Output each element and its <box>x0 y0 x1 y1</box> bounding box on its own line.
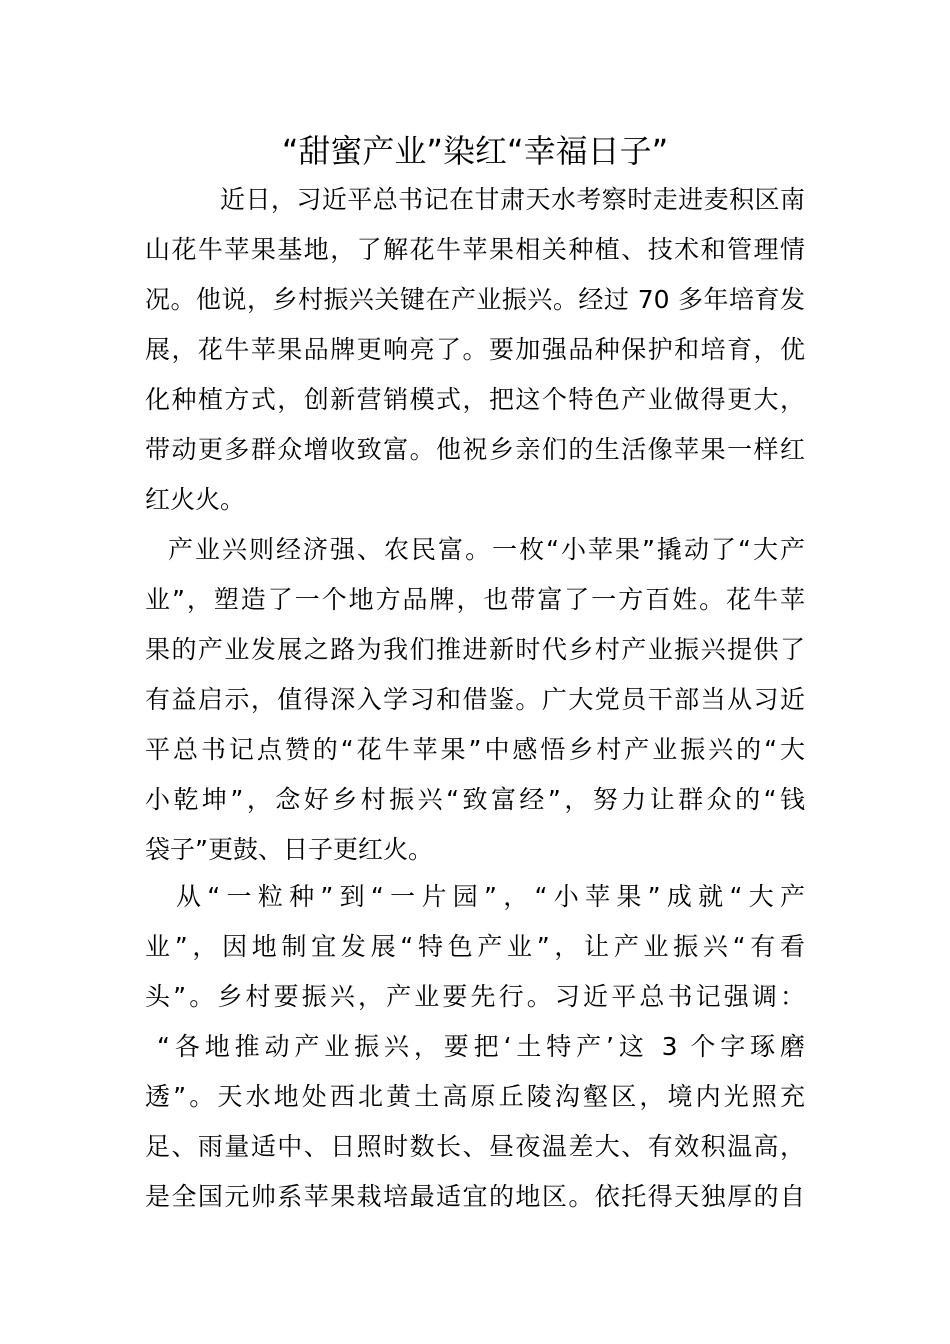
paragraph-1-line-6: 带动更多群众增收致富。他祝乡亲们的生活像苹果一样红 <box>145 435 805 464</box>
paragraph-1-line-1: 近日，习近平总书记在甘肃天水考察时走进麦积区南 <box>220 185 805 214</box>
paragraph-2-line-2: 业”，塑造了一个地方品牌，也带富了一方百姓。花牛苹 <box>145 585 805 614</box>
paragraph-1-line-3: 况。他说，乡村振兴关键在产业振兴。经过 70 多年培育发 <box>145 285 805 314</box>
paragraph-2-line-6: 小乾坤”，念好乡村振兴“致富经”，努力让群众的“钱 <box>145 785 805 814</box>
paragraph-3-line-6: 足、雨量适中、日照时数长、昼夜温差大、有效积温高， <box>145 1132 805 1161</box>
paragraph-2-line-4: 有益启示，值得深入学习和借鉴。广大党员干部当从习近 <box>145 685 805 714</box>
paragraph-3-line-3: 头”。乡村要振兴，产业要先行。习近平总书记强调： <box>145 982 805 1011</box>
paragraph-2-line-3: 果的产业发展之路为我们推进新时代乡村产业振兴提供了 <box>145 635 805 664</box>
paragraph-1-line-4: 展，花牛苹果品牌更响亮了。要加强品种保护和培育，优 <box>145 335 805 364</box>
paragraph-3-line-4: “各地推动产业振兴，要把‘土特产’这 3 个字琢磨 <box>157 1032 805 1061</box>
paragraph-2-line-7: 袋子”更鼓、日子更红火。 <box>145 835 433 864</box>
document-title: “甜蜜产业”染红“幸福日子” <box>281 132 669 170</box>
paragraph-2-line-1: 产业兴则经济强、农民富。一枚“小苹果”撬动了“大产 <box>168 535 805 564</box>
paragraph-3-line-5: 透”。天水地处西北黄土高原丘陵沟壑区，境内光照充 <box>145 1082 805 1111</box>
paragraph-3-line-7: 是全国元帅系苹果栽培最适宜的地区。依托得天独厚的自 <box>145 1182 805 1211</box>
paragraph-3-line-2: 业”，因地制宜发展“特色产业”，让产业振兴“有看 <box>145 932 805 961</box>
paragraph-3-line-1: 从“一粒种”到“一片园”，“小苹果”成就“大产 <box>176 882 805 911</box>
paragraph-1-line-7: 红火火。 <box>145 485 246 514</box>
paragraph-2-line-5: 平总书记点赞的“花牛苹果”中感悟乡村产业振兴的“大 <box>145 735 805 764</box>
paragraph-1-line-5: 化种植方式，创新营销模式，把这个特色产业做得更大， <box>145 385 805 414</box>
paragraph-1-line-2: 山花牛苹果基地，了解花牛苹果相关种植、技术和管理情 <box>145 235 805 264</box>
